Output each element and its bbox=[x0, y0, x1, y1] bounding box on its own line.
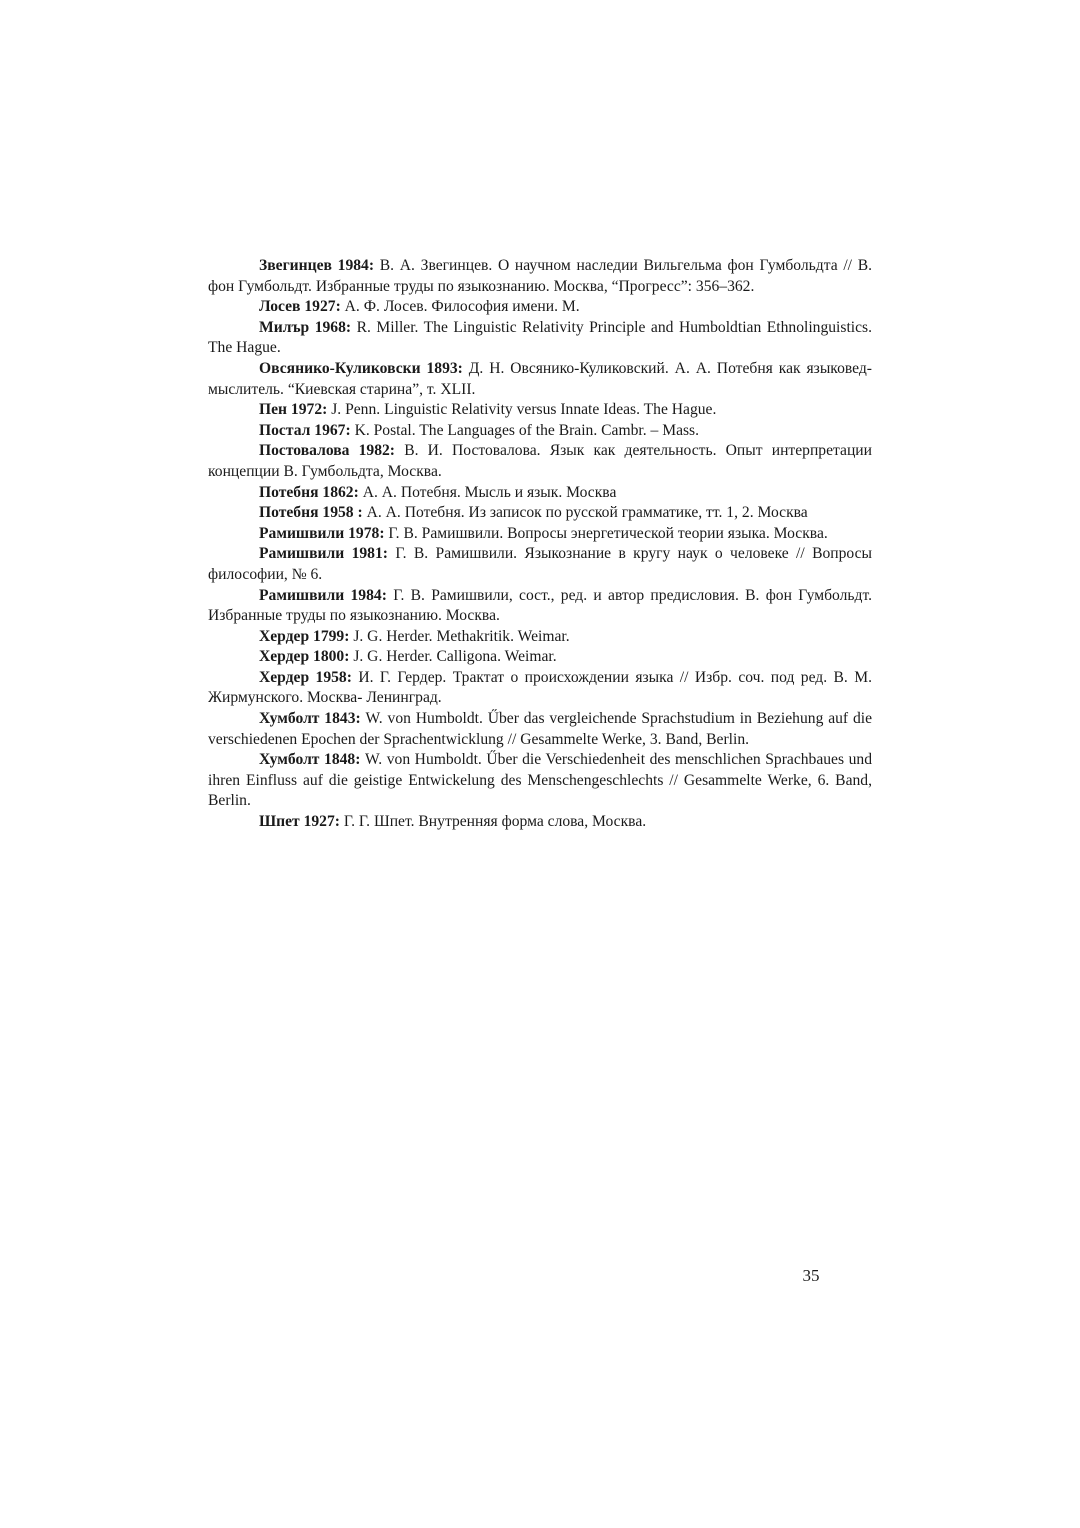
entry-key: Рамишвили 1981: bbox=[259, 545, 388, 563]
entry-key: Звегинцев 1984: bbox=[259, 257, 375, 274]
entry-text: А. А. Потебня. Из записок по русской грамматике, тт. 1, 2. Москва bbox=[362, 504, 808, 522]
entry-text: Г. В. Рамишвили. Языкознание в кругу наук о человеке // Вопросы философии, № 6. bbox=[208, 545, 873, 583]
entry-text: W. von Humboldt. Űber die Verschiedenheit des menschlichen Sprachbaues und ihren Einfluss auf die geistige Entwickelung des Menschengeschlechts // Gesammelte Werke, 6. Band, Berlin. bbox=[208, 751, 873, 810]
bibliography-entry bbox=[208, 359, 872, 400]
entry-text: В. И. Постовалова. Язык как деятельность. Опыт интерпретации концепции В. Гумбольдта, Москва. bbox=[208, 442, 872, 480]
bibliography-entry bbox=[208, 709, 872, 750]
bibliography-entry bbox=[208, 256, 872, 297]
entry-key: Хумболт 1848: bbox=[259, 751, 361, 769]
entry-key: Постовалова 1982: bbox=[259, 442, 396, 460]
entry-key: Овсянико-Куликовски 1893: bbox=[259, 359, 463, 377]
entry-key: Лосев 1927: bbox=[259, 298, 341, 316]
entry-text: Г. В. Рамишвили, сост., ред. и автор предисловия. В. фон Гумбольдт. Избранные труды по языкознанию. Москва. bbox=[208, 586, 873, 625]
entry-key: Потебня 1862: bbox=[259, 483, 359, 501]
entry-key: Хумболт 1843: bbox=[259, 710, 361, 728]
entry-key: Рамишвили 1984: bbox=[259, 586, 387, 604]
bibliography-entry bbox=[208, 483, 872, 504]
bibliography-entry bbox=[208, 750, 872, 812]
entry-text: А. Ф. Лосев. Философия имени. М. bbox=[340, 298, 580, 316]
entry-key: Постал 1967: bbox=[259, 421, 351, 439]
page-number: 35 bbox=[802, 1266, 820, 1285]
entry-text: J. Penn. Linguistic Relativity versus Innate Ideas. The Hague. bbox=[327, 401, 717, 419]
bibliography-entry bbox=[208, 503, 872, 524]
entry-text: K. Postal. The Languages of the Brain. Cambr. – Mass. bbox=[350, 421, 700, 439]
bibliography-entry bbox=[208, 647, 872, 668]
bibliography-entry bbox=[208, 318, 872, 359]
bibliography-entry bbox=[208, 627, 872, 648]
entry-key: Хердер 1799: bbox=[259, 627, 350, 645]
entry-text: В. А. Звегинцев. О научном наследии Вильгельма фон Гумбольдта // В. фон Гумбольдт. Избранные труды по языкознанию. Москва, “Прогресс”: 356–362. bbox=[208, 257, 872, 295]
entry-text: Г. В. Рамишвили. Вопросы энергетической теории языка. Москва. bbox=[384, 524, 828, 542]
bibliography-list bbox=[208, 256, 872, 833]
bibliography-entry bbox=[208, 586, 872, 627]
entry-text: J. G. Herder. Calligona. Weimar. bbox=[349, 648, 557, 666]
bibliography-entry bbox=[208, 668, 872, 709]
bibliography-entry bbox=[208, 812, 872, 833]
entry-key: Пен 1972: bbox=[259, 401, 328, 419]
entry-key: Шпет 1927: bbox=[259, 813, 340, 831]
entry-key: Милър 1968: bbox=[259, 318, 352, 336]
bibliography-entry bbox=[208, 297, 872, 318]
entry-text: А. А. Потебня. Мысль и язык. Москва bbox=[358, 483, 617, 501]
bibliography-entry bbox=[208, 400, 872, 421]
entry-text: W. von Humboldt. Űber das vergleichende Sprachstudium in Beziehung auf die verschiedenen Epochen der Sprachentwicklung // Gesammelte Werke, 3. Band, Berlin. bbox=[208, 710, 872, 748]
entry-key: Хердер 1800: bbox=[259, 648, 350, 666]
entry-text: Д. Н. Овсянико-Куликовский. А. А. Потебня как языковед-мыслитель. “Киевская старина”, т. XLII. bbox=[208, 359, 872, 398]
entry-text: И. Г. Гердер. Трактат о происхождении языка // Избр. соч. под ред. В. М. Жирмунского. Москва- Ленинград. bbox=[208, 668, 872, 707]
entry-key: Хердер 1958: bbox=[259, 668, 352, 686]
entry-text: Г. Г. Шпет. Внутренняя форма слова, Москва. bbox=[339, 813, 647, 831]
entry-key: Рамишвили 1978: bbox=[259, 524, 385, 542]
entry-text: J. G. Herder. Methakritik. Weimar. bbox=[349, 627, 570, 645]
entry-key: Потебня 1958 : bbox=[259, 504, 363, 522]
bibliography-entry bbox=[208, 421, 872, 442]
bibliography-entry bbox=[208, 544, 872, 585]
bibliography-entry bbox=[208, 524, 872, 545]
entry-text: R. Miller. The Linguistic Relativity Principle and Humboldtian Ethnolinguistics. The Hague. bbox=[208, 318, 872, 357]
bibliography-entry bbox=[208, 441, 872, 482]
